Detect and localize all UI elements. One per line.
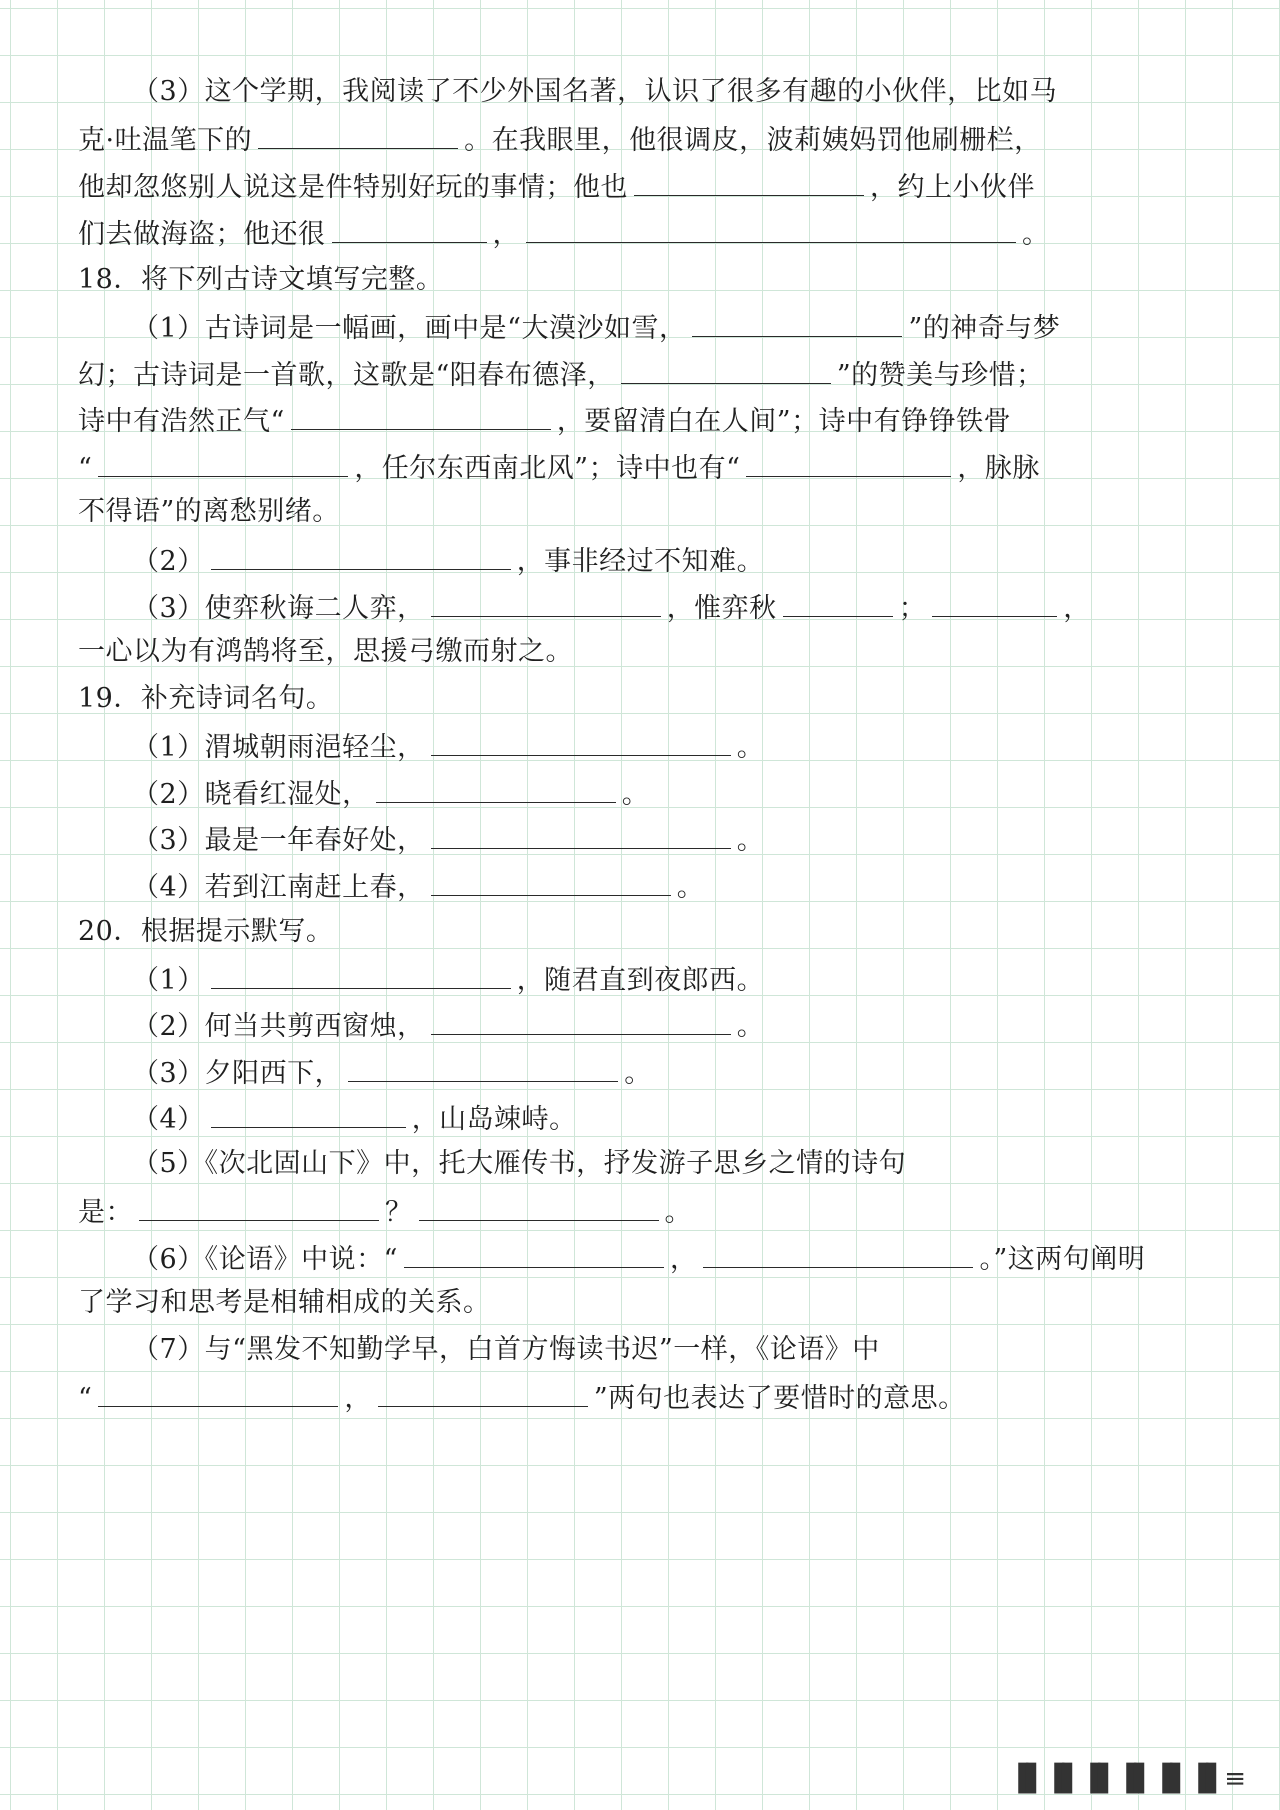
text-segment: 。 bbox=[736, 732, 765, 763]
text-segment: 。 bbox=[621, 779, 650, 810]
text-segment: ，惟弈秋 bbox=[666, 593, 777, 624]
question-heading: 20．根据提示默写。 bbox=[78, 916, 334, 947]
answer-blank[interactable] bbox=[526, 212, 1016, 243]
text-segment: ，约上小伙伴 bbox=[870, 172, 1035, 203]
text-segment: ，脉脉 bbox=[957, 453, 1040, 484]
answer-blank[interactable] bbox=[932, 586, 1057, 617]
q20-6-line-1 bbox=[132, 1237, 1145, 1277]
q18-heading bbox=[78, 260, 443, 300]
q19-2-line bbox=[132, 772, 649, 812]
question-heading: 19．补充诗词名句。 bbox=[78, 683, 334, 714]
text-segment: 。 bbox=[664, 1197, 692, 1228]
question-heading: 18．将下列古诗文填写完整。 bbox=[78, 264, 444, 295]
text-segment: 。 bbox=[1022, 219, 1050, 250]
q19-4-line bbox=[132, 865, 704, 905]
text-segment: 幻；古诗词是一首歌，这歌是“阳春布德泽， bbox=[78, 360, 615, 391]
text-segment: ”的神奇与梦 bbox=[908, 313, 1061, 344]
q20-7-line-2 bbox=[78, 1376, 966, 1416]
q18-1-line-2 bbox=[78, 353, 1044, 393]
answer-blank[interactable] bbox=[139, 1190, 379, 1221]
text-segment: （3）夕阳西下， bbox=[132, 1058, 343, 1089]
q17-3-line-3 bbox=[78, 165, 1035, 205]
text-segment: ； bbox=[898, 593, 927, 624]
answer-blank[interactable] bbox=[98, 446, 348, 477]
answer-blank[interactable] bbox=[291, 399, 551, 430]
q20-6-line-2 bbox=[78, 1283, 491, 1323]
answer-blank[interactable] bbox=[621, 353, 831, 384]
text-segment: 克·吐温笔下的 bbox=[78, 125, 253, 156]
q20-2-line bbox=[132, 1004, 764, 1044]
text-segment: “ bbox=[78, 453, 93, 484]
text-segment: 。”这两句阐明 bbox=[979, 1244, 1146, 1275]
text-segment: 们去做海盗；他还很 bbox=[78, 219, 326, 250]
answer-blank[interactable] bbox=[431, 725, 731, 756]
q18-1-line-3 bbox=[78, 399, 1011, 439]
text-segment: ”的赞美与珍惜； bbox=[836, 360, 1044, 391]
text-segment: ，山岛竦峙。 bbox=[411, 1104, 577, 1135]
answer-blank[interactable] bbox=[431, 818, 731, 849]
text-segment: （5）《次北固山下》中，托大雁传书，抒发游子思乡之情的诗句 bbox=[132, 1148, 907, 1179]
answer-blank[interactable] bbox=[634, 165, 864, 196]
answer-blank[interactable] bbox=[348, 1051, 618, 1082]
q20-1-line bbox=[132, 958, 764, 998]
text-segment: （3）这个学期，我阅读了不少外国名著，认识了很多有趣的小伙伴，比如马 bbox=[132, 76, 1058, 107]
q17-3-line-2 bbox=[78, 118, 1042, 158]
text-segment: ，要留清白在人间”；诗中有铮铮铁骨 bbox=[556, 406, 1012, 437]
text-segment: ，事非经过不知难。 bbox=[516, 546, 765, 577]
text-segment: （6）《论语》中说：“ bbox=[132, 1244, 398, 1275]
text-segment: （3）最是一年春好处， bbox=[132, 825, 425, 856]
answer-blank[interactable] bbox=[332, 212, 487, 243]
text-segment: 一心以为有鸿鹄将至，思援弓缴而射之。 bbox=[78, 636, 573, 667]
text-segment: 。 bbox=[676, 872, 705, 903]
answer-blank[interactable] bbox=[258, 118, 458, 149]
text-segment: （4）若到江南赶上春， bbox=[132, 872, 425, 903]
q18-1-line-1 bbox=[132, 306, 1060, 346]
text-segment: （1）古诗词是一幅画，画中是“大漠沙如雪， bbox=[132, 313, 687, 344]
text-segment: （1）渭城朝雨浥轻尘， bbox=[132, 732, 425, 763]
answer-blank[interactable] bbox=[746, 446, 951, 477]
answer-blank[interactable] bbox=[692, 306, 902, 337]
q17-3-line-1 bbox=[132, 72, 1057, 112]
text-segment: 。在我眼里，他很调皮，波莉姨妈罚他刷栅栏， bbox=[464, 125, 1042, 156]
text-segment: 是： bbox=[78, 1197, 133, 1228]
q20-3-line bbox=[132, 1051, 652, 1091]
answer-blank[interactable] bbox=[378, 1376, 588, 1407]
answer-blank[interactable] bbox=[431, 586, 661, 617]
text-segment: “ bbox=[78, 1383, 93, 1414]
text-segment: ， bbox=[1063, 593, 1091, 624]
text-segment: ， bbox=[492, 219, 520, 250]
q20-5-line-1 bbox=[132, 1144, 906, 1184]
answer-blank[interactable] bbox=[98, 1376, 338, 1407]
q18-2-line bbox=[132, 539, 764, 579]
handle-grip-icon[interactable]: ▐▌▐▌▐▌▐▌▐▌▐▌≡ bbox=[1008, 1764, 1244, 1794]
q18-3-line-2 bbox=[78, 632, 573, 672]
text-segment: （4） bbox=[132, 1104, 205, 1135]
text-segment: 不得语”的离愁别绪。 bbox=[78, 496, 340, 527]
text-segment: ， bbox=[344, 1383, 372, 1414]
answer-blank[interactable] bbox=[783, 586, 893, 617]
text-segment: ， bbox=[669, 1244, 698, 1275]
text-segment: （2）何当共剪西窗烛， bbox=[132, 1011, 425, 1042]
text-segment: ，任尔东西南北风”；诗中也有“ bbox=[354, 453, 741, 484]
q20-7-line-1 bbox=[132, 1330, 880, 1370]
text-segment: 他却忽悠别人说这是件特别好玩的事情；他也 bbox=[78, 172, 628, 203]
q19-3-line bbox=[132, 818, 764, 858]
answer-blank[interactable] bbox=[376, 772, 616, 803]
text-segment: ？ bbox=[385, 1197, 413, 1228]
q20-5-line-2 bbox=[78, 1190, 692, 1230]
q18-1-line-5 bbox=[78, 492, 340, 532]
text-segment: （1） bbox=[132, 965, 205, 996]
answer-blank[interactable] bbox=[431, 865, 671, 896]
text-segment: 诗中有浩然正气“ bbox=[78, 406, 285, 437]
q18-1-line-4 bbox=[78, 446, 1040, 486]
text-segment: ”两句也表达了要惜时的意思。 bbox=[593, 1383, 966, 1414]
text-segment: 。 bbox=[624, 1058, 652, 1089]
text-segment: （3）使弈秋诲二人弈， bbox=[132, 593, 425, 624]
q20-4-line bbox=[132, 1097, 577, 1137]
answer-blank[interactable] bbox=[211, 539, 511, 570]
answer-blank[interactable] bbox=[404, 1237, 664, 1268]
answer-blank[interactable] bbox=[431, 1004, 731, 1035]
q20-heading bbox=[78, 912, 333, 952]
answer-blank[interactable] bbox=[211, 958, 511, 989]
text-segment: ，随君直到夜郎西。 bbox=[516, 965, 765, 996]
q17-3-line-4 bbox=[78, 212, 1050, 252]
q19-1-line bbox=[132, 725, 764, 765]
text-segment: （7）与“黑发不知勤学早，白首方悔读书迟”一样，《论语》中 bbox=[132, 1334, 880, 1365]
q18-3-line-1 bbox=[132, 586, 1091, 626]
text-segment: 。 bbox=[736, 1011, 765, 1042]
q19-heading bbox=[78, 679, 333, 719]
answer-blank[interactable] bbox=[211, 1097, 406, 1128]
text-segment: （2） bbox=[132, 546, 205, 577]
text-segment: 。 bbox=[736, 825, 765, 856]
text-segment: 了学习和思考是相辅相成的关系。 bbox=[78, 1287, 491, 1318]
text-segment: （2）晓看红湿处， bbox=[132, 779, 370, 810]
answer-blank[interactable] bbox=[703, 1237, 973, 1268]
answer-blank[interactable] bbox=[419, 1190, 659, 1221]
